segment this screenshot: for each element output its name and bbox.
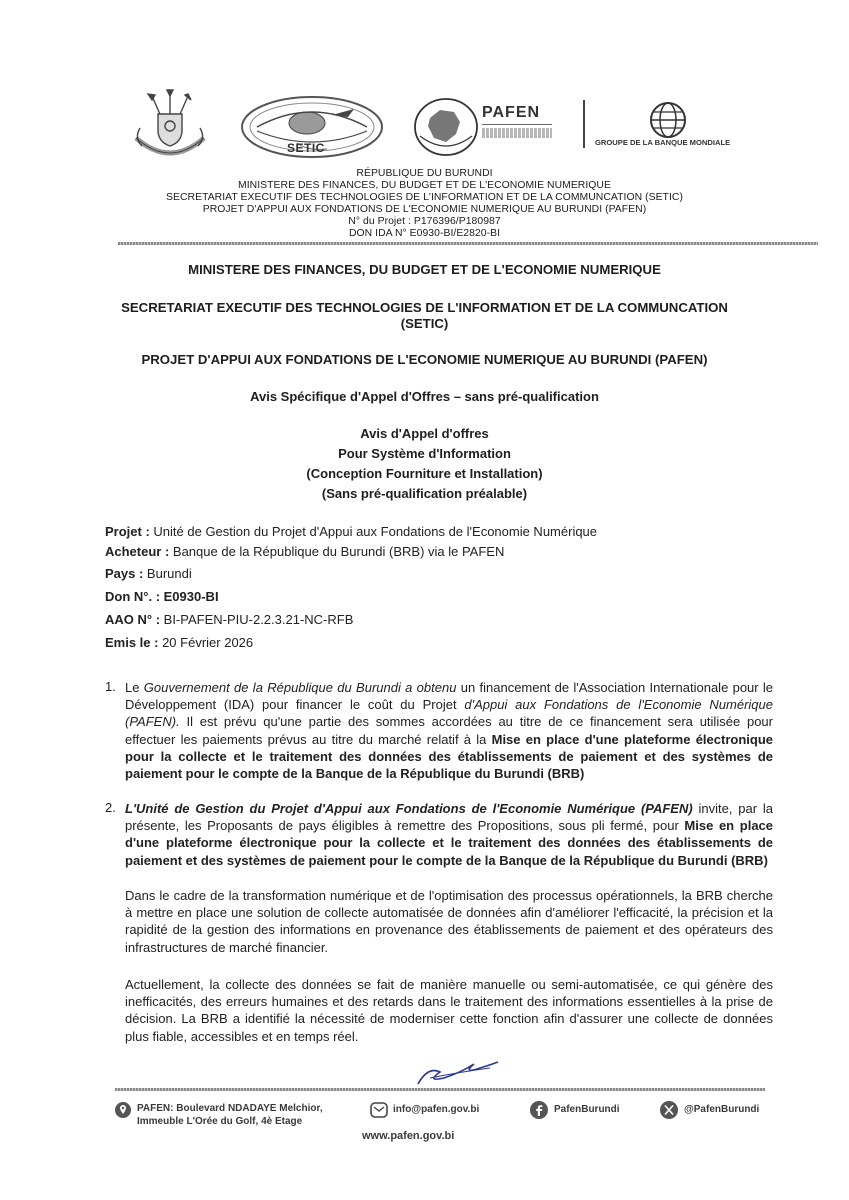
meta-aao	[105, 612, 353, 627]
p1-seg-0: Le	[125, 680, 144, 695]
p1-seg-4: d'Appui aux Fondations de l'Economie Numérique (PAFEN).	[125, 697, 773, 730]
signature	[410, 1058, 500, 1092]
paragraph-2	[125, 800, 773, 869]
title-secretariat-line-1: SECRETARIAT EXECUTIF DES TECHNOLOGIES DE L'INFORMATION ET DE LA COMMUNCATION	[121, 300, 728, 315]
logo-divider	[583, 100, 585, 148]
pafen-logo-text: PAFEN	[482, 104, 541, 121]
p2-seg-2: Mise en place d'une plateforme électronique pour la collecte et le traitement des données des établissements de paiement et des systèmes de paiement pour le compte de la Banque de la République du Burundi (BRB)	[125, 818, 774, 868]
meta-pays-label: Pays :	[105, 566, 144, 581]
header-line-ministry: MINISTERE DES FINANCES, DU BUDGET ET DE L'ECONOMIE NUMERIQUE	[238, 180, 611, 191]
setic-logo	[237, 93, 387, 165]
x-twitter-icon	[660, 1101, 678, 1124]
meta-acheteur-value: Banque de la République du Burundi (BRB) via le PAFEN	[169, 544, 505, 559]
footer-x-handle[interactable]: @PafenBurundi	[684, 1104, 760, 1115]
pafen-logo	[412, 96, 572, 158]
avis-line-3: (Conception Fourniture et Installation)	[306, 466, 543, 481]
meta-projet	[105, 524, 597, 539]
meta-emis	[105, 635, 253, 650]
p2-seg-0: L'Unité de Gestion du Projet d'Appui aux Fondations de l'Economie Numérique (PAFEN)	[125, 801, 693, 816]
title-secretariat-line-2: (SETIC)	[400, 316, 449, 331]
meta-projet-label: Projet :	[105, 524, 150, 539]
meta-acheteur-label: Acheteur :	[105, 544, 170, 559]
paragraph-2-number: 2.	[105, 800, 116, 815]
setic-logo-text: SETIC	[287, 141, 325, 155]
location-pin-icon	[115, 1102, 131, 1123]
pafen-logo-tagline	[482, 128, 552, 138]
header-rule	[118, 242, 818, 245]
pafen-logo-underline	[482, 124, 552, 125]
meta-emis-label: Emis le :	[105, 635, 159, 650]
title-project: PROJET D'APPUI AUX FONDATIONS DE L'ECONOMIE NUMERIQUE AU BURUNDI (PAFEN)	[141, 352, 708, 367]
header-line-secretariat: SECRETARIAT EXECUTIF DES TECHNOLOGIES DE L'INFORMATION ET DE LA COMMUNCATION (SETIC)	[166, 192, 683, 203]
footer-address-line-2: Immeuble L'Orée du Golf, 4è Etage	[137, 1116, 303, 1127]
footer-website[interactable]: www.pafen.gov.bi	[362, 1130, 455, 1142]
p1-seg-5: Il est prévu qu'une partie des sommes accordées au titre de ce financement sera utilisée pour effectuer les paiements prévus au titre du marché relatif à la	[125, 714, 773, 747]
meta-acheteur	[105, 544, 504, 559]
header-line-project-number: N° du Projet : P176396/P180987	[348, 216, 501, 227]
meta-don-value: E0930-BI	[163, 589, 219, 604]
avis-specifique: Avis Spécifique d'Appel d'Offres – sans pré-qualification	[250, 389, 599, 404]
header-line-project: PROJET D'APPUI AUX FONDATIONS DE L'ECONOMIE NUMERIQUE AU BURUNDI (PAFEN)	[202, 204, 647, 215]
paragraph-1-number: 1.	[105, 679, 116, 694]
header-line-republic: RÉPUBLIQUE DU BURUNDI	[356, 168, 493, 179]
meta-don	[105, 589, 219, 604]
p2-seg-1: invite, par la présente, les Proposants de pays éligibles à remettre des Propositions, sous pli fermé, pour	[125, 801, 774, 834]
burundi-coat-of-arms-logo	[130, 88, 210, 168]
meta-emis-value: 20 Février 2026	[158, 635, 254, 650]
paragraph-4: Actuellement, la collecte des données se fait de manière manuelle ou semi-automatisée, ce qui génère des inefficacités, des erreurs humaines et des retards dans le traitement des informations essentielles à la prise de décision. La BRB a identifié la nécessité de moderniser cette fonction afin d'assurer une collecte de données plus fiable, accessibles et en temps réel.	[125, 977, 773, 1044]
footer-facebook[interactable]: PafenBurundi	[554, 1104, 620, 1115]
avis-line-2: Pour Système d'Information	[338, 446, 511, 461]
p1-seg-3: un financement de l'Association Internationale pour le Développement (IDA) pour financer le coût du Projet	[125, 680, 774, 713]
title-ministry: MINISTERE DES FINANCES, DU BUDGET ET DE L'ECONOMIE NUMERIQUE	[188, 262, 661, 277]
meta-don-label: Don N°. :	[105, 589, 164, 604]
avis-line-4: (Sans pré-qualification préalable)	[321, 486, 528, 501]
footer-address-line-1: PAFEN: Boulevard NDADAYE Melchior,	[137, 1103, 323, 1114]
p1-seg-2: a obtenu	[400, 680, 457, 695]
world-bank-logo	[590, 98, 760, 158]
world-bank-logo-text: GROUPE DE LA BANQUE MONDIALE	[595, 138, 731, 147]
paragraph-1	[125, 679, 773, 782]
footer-email[interactable]: info@pafen.gov.bi	[393, 1104, 480, 1115]
meta-pays-value: Burundi	[143, 566, 192, 581]
meta-aao-value: BI-PAFEN-PIU-2.2.3.21-NC-RFB	[160, 612, 354, 627]
email-icon	[370, 1102, 388, 1123]
p1-seg-6: Mise en place d'une plateforme électronique pour la collecte et le traitement des données des établissements de paiement et des systèmes de paiement pour le compte de la Banque de la République du Burundi (BRB)	[125, 731, 773, 782]
meta-aao-label: AAO N° :	[105, 612, 161, 627]
paragraph-3: Dans le cadre de la transformation numérique et de l'optimisation des processus opérationnels, la BRB cherche à mettre en place une solution de collecte automatisée de données afin d'améliorer l'efficacité, la précision et la rapidité de la gestion des informations en provenance des établissements de paiement et des opérateurs des infrastructures de marché financier.	[125, 888, 773, 955]
facebook-icon	[530, 1101, 548, 1124]
p1-seg-1: Gouvernement de la République du Burundi	[143, 680, 401, 695]
avis-line-1: Avis d'Appel d'offres	[360, 426, 489, 441]
footer-rule	[115, 1088, 765, 1091]
meta-pays	[105, 566, 192, 581]
header-line-don-ida: DON IDA N° E0930-BI/E2820-BI	[348, 228, 501, 239]
meta-projet-value: Unité de Gestion du Projet d'Appui aux Fondations de l'Economie Numérique	[149, 524, 598, 539]
